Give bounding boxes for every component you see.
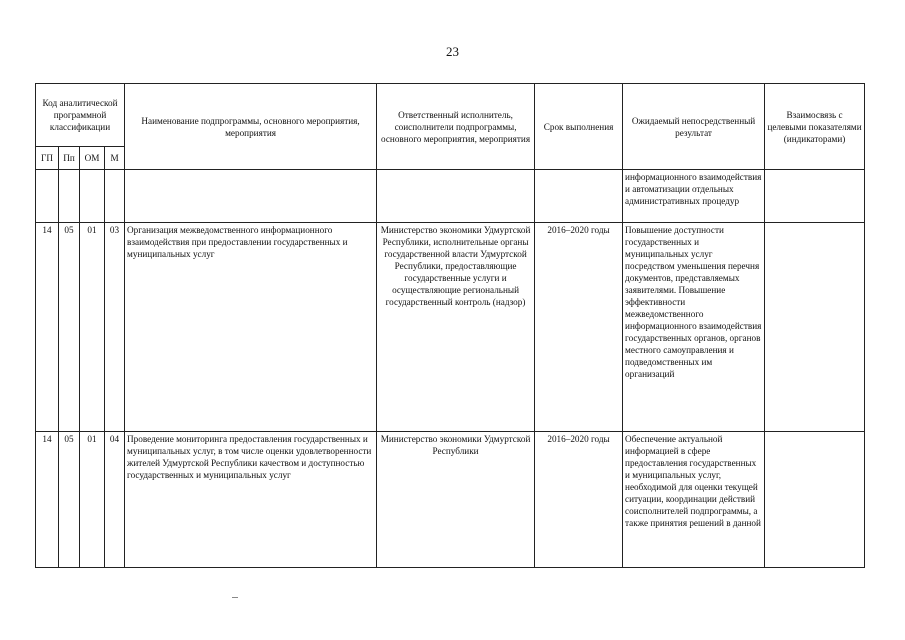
cell-executor [377, 170, 535, 223]
table-row [36, 223, 865, 432]
table-row-continued [36, 170, 865, 223]
header-name: Наименование подпрограммы, основного мероприятия, мероприятия [125, 84, 377, 170]
cell-m: 04 [105, 432, 125, 568]
cell-indicators [765, 432, 865, 568]
cell-result [623, 432, 765, 568]
cell-result: информационного взаимодействия и автоматизации отдельных административных процедур [623, 170, 765, 223]
cell-om: 01 [80, 223, 105, 432]
cell-name: Организация межведомственного информационного взаимодействия при предоставлении государственных и муниципальных услуг [125, 223, 377, 432]
cell-indicators [765, 170, 865, 223]
subprogram-activities-table [35, 83, 865, 568]
cell-pp [59, 170, 80, 223]
cell-name: Проведение мониторинга предоставления государственных и муниципальных услуг, в том числе оценки удовлетворенности жителей Удмуртской Республики качеством и доступностью государственных и муниципальных услуг [125, 432, 377, 568]
cell-name [125, 170, 377, 223]
scan-mark [232, 597, 238, 598]
header-code-gp: ГП [36, 147, 59, 170]
header-executor: Ответственный исполнитель, соисполнители подпрограммы, основного мероприятия, мероприятия [377, 84, 535, 170]
cell-term: 2016–2020 годы [535, 432, 623, 568]
cell-result: Повышение доступности государственных и муниципальных услуг посредством уменьшения перечня документов, представляемых заявителями. Повышение эффективности межведомственного информационного взаимодействия государственных органов, органов местного самоуправления и подведомственных им организаций [623, 223, 765, 432]
cell-term: 2016–2020 годы [535, 223, 623, 432]
cell-om: 01 [80, 432, 105, 568]
table-header [36, 84, 865, 170]
header-code-m: М [105, 147, 125, 170]
page-number: 23 [446, 44, 459, 59]
cell-m: 03 [105, 223, 125, 432]
cell-pp: 05 [59, 432, 80, 568]
cell-executor: Министерство экономики Удмуртской Республики [377, 432, 535, 568]
header-indicators: Взаимосвязь с целевыми показателями (индикаторами) [765, 84, 865, 170]
cell-indicators [765, 223, 865, 432]
cell-term [535, 170, 623, 223]
cell-executor: Министерство экономики Удмуртской Республики, исполнительные органы государственной власти Удмуртской Республики, предоставляющие государственные услуги и осуществляющие региональный государственный контроль (надзор) [377, 223, 535, 432]
cell-gp [36, 170, 59, 223]
header-code-group: Код аналитической программной классификации [36, 84, 125, 147]
table-row [36, 432, 865, 568]
cell-result-text: Обеспечение актуальной информацией в сфере предоставления государственных и муниципальных услуг, необходимой для оценки текущей ситуации, координации действий соисполнителей подпрограммы, а также принятия решений в данной [625, 434, 761, 528]
header-code-om: ОМ [80, 147, 105, 170]
header-term: Срок выполнения [535, 84, 623, 170]
cell-gp: 14 [36, 223, 59, 432]
cell-pp: 05 [59, 223, 80, 432]
header-result: Ожидаемый непосредственный результат [623, 84, 765, 170]
cell-om [80, 170, 105, 223]
header-code-pp: Пп [59, 147, 80, 170]
cell-gp: 14 [36, 432, 59, 568]
cell-m [105, 170, 125, 223]
